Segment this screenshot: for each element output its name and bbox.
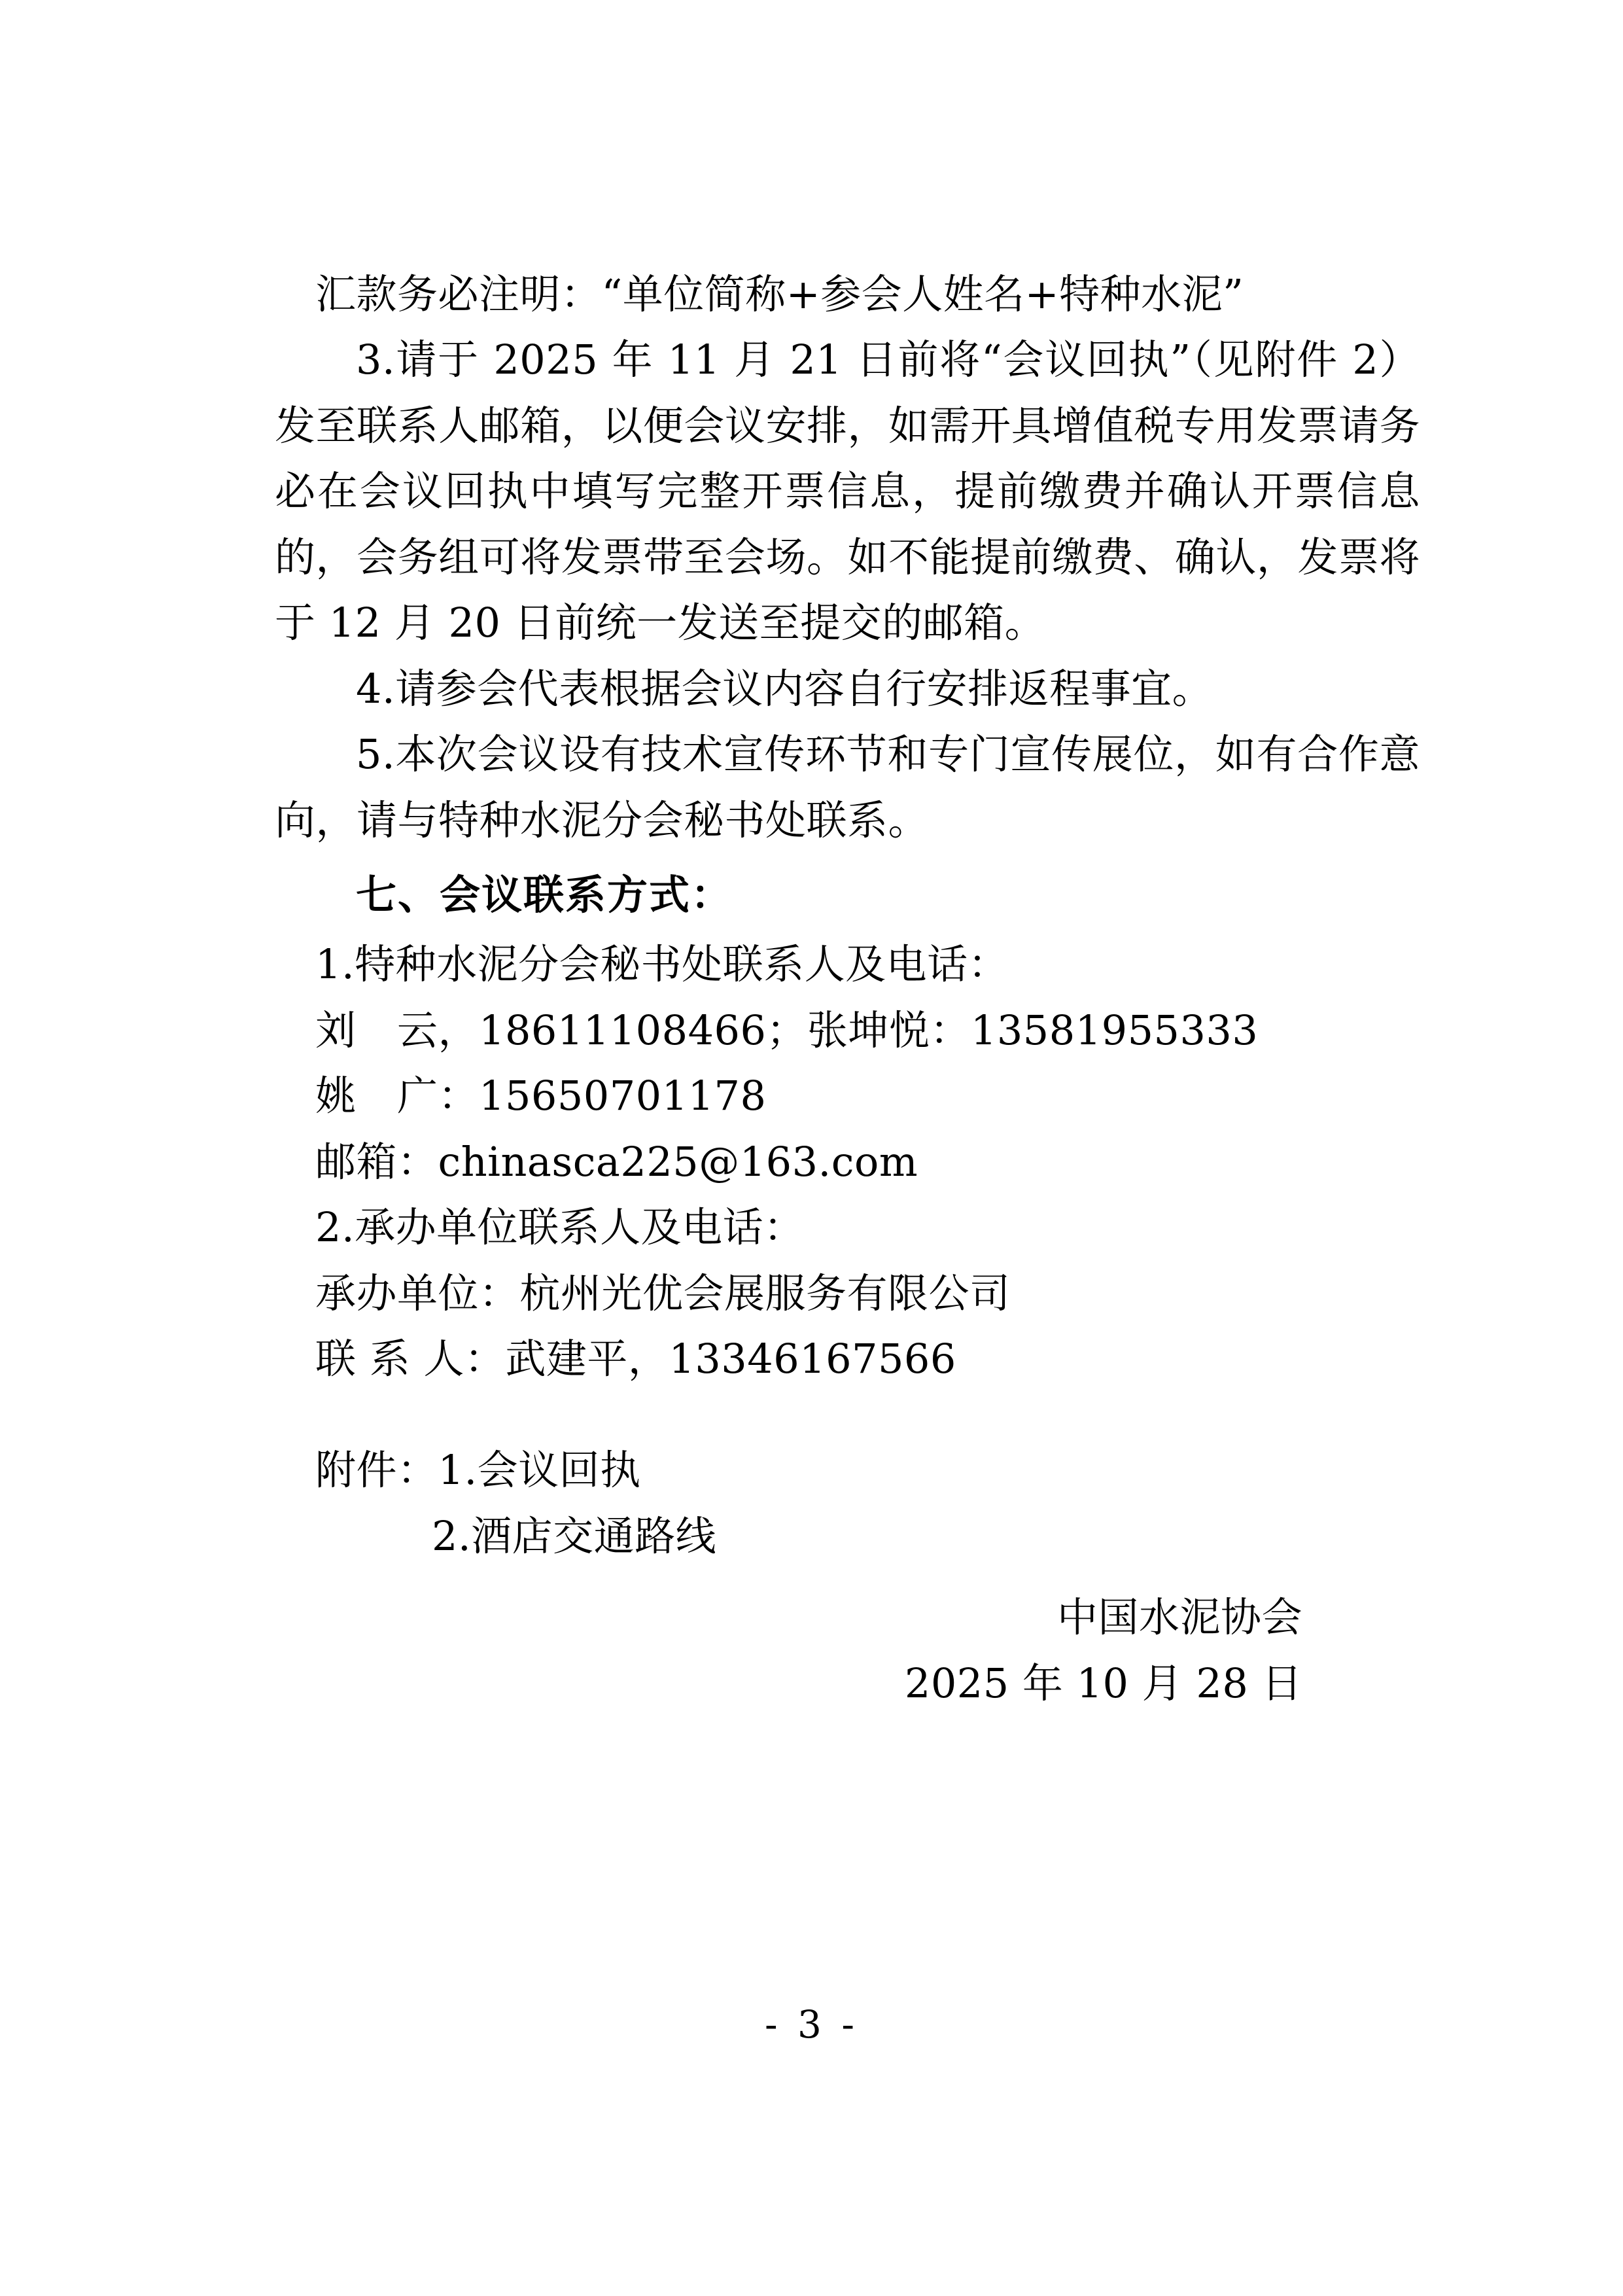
signature-block <box>275 1585 1420 1716</box>
signature-date: 2025 年 10 月 28 日 <box>904 1659 1302 1707</box>
page-number: - 3 - <box>765 2002 858 2047</box>
attachment-list-first: 附件：1.会议回执 <box>315 1446 641 1494</box>
section-heading-contact: 七、会议联系方式： <box>356 870 733 919</box>
paragraph-item-4: 4.请参会代表根据会议内容自行安排返程事宜。 <box>356 664 1213 713</box>
contact-organizer-person: 联 系 人：武建平，13346167566 <box>315 1335 956 1383</box>
contact-organizer-company: 承办单位：杭州光优会展服务有限公司 <box>315 1269 1011 1317</box>
contact-yao: 姚 广：15650701178 <box>315 1072 767 1120</box>
contact-secretariat-title: 1.特种水泥分会秘书处联系人及电话： <box>315 940 1009 989</box>
contact-email: 邮箱：chinasca225@163.com <box>315 1137 918 1186</box>
document-body <box>275 262 1420 1716</box>
contact-organizer-title: 2.承办单位联系人及电话： <box>315 1203 805 1252</box>
attachment-list-second: 2.酒店交通路线 <box>432 1511 717 1560</box>
spacer <box>275 1392 1420 1438</box>
contact-liu-zhang: 刘 云，18611108466；张坤悦：13581955333 <box>315 1006 1259 1054</box>
paragraph-remit-note: 汇款务必注明：“单位简称+参会人姓名+特种水泥” <box>315 270 1244 318</box>
paragraph-item-5: 5.本次会议设有技术宣传环节和专门宣传展位，如有合作意向，请与特种水泥分会秘书处联系。 <box>275 730 1420 844</box>
paragraph-item-3: 3.请于 2025 年 11 月 21 日前将“会议回执”（见附件 2）发至联系人邮箱，以便会议安排，如需开具增值税专用发票请务必在会议回执中填写完整开票信息，提前缴费并确认开票信息的，会务组可将发票带至会场。如不能提前缴费、确认，发票将于 12 月 20 日前统一发送至提交的邮箱。 <box>275 336 1420 647</box>
signature-organization: 中国水泥协会 <box>1056 1593 1302 1642</box>
